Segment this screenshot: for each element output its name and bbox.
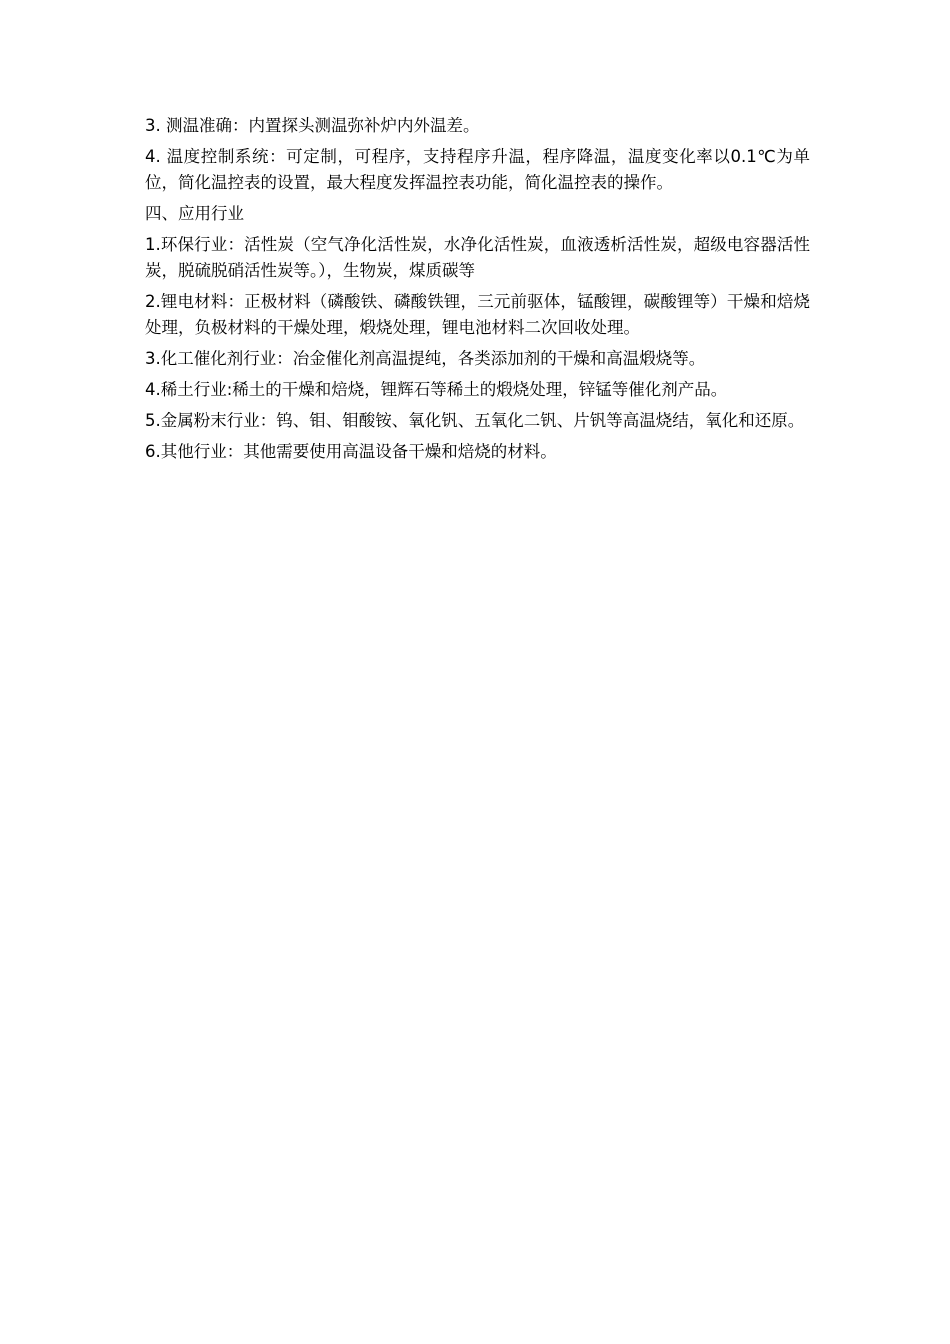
list-item-lithium-battery: 2.锂电材料：正极材料（磷酸铁、磷酸铁锂，三元前驱体，锰酸锂，碳酸锂等）干燥和焙烧处理，负极材料的干燥处理，煅烧处理，锂电池材料二次回收处理。 <box>145 292 810 337</box>
list-item-rare-earth: 4.稀土行业:稀土的干燥和焙烧，锂辉石等稀土的煅烧处理，锌锰等催化剂产品。 <box>145 380 728 399</box>
paragraph-temperature-accuracy: 3. 测温准确：内置探头测温弥补炉内外温差。 <box>145 116 480 135</box>
section-heading-applications: 四、应用行业 <box>145 204 244 223</box>
list-item-other-industries: 6.其他行业：其他需要使用高温设备干燥和焙烧的材料。 <box>145 442 557 461</box>
paragraph-temperature-control-system: 4. 温度控制系统：可定制，可程序，支持程序升温，程序降温，温度变化率以0.1℃为单位，简化温控表的设置，最大程度发挥温控表功能，简化温控表的操作。 <box>145 147 810 192</box>
list-item-environmental: 1.环保行业：活性炭（空气净化活性炭，水净化活性炭，血液透析活性炭，超级电容器活性炭，脱硫脱硝活性炭等。），生物炭，煤质碳等 <box>145 235 810 280</box>
document-body <box>145 113 810 470</box>
list-item-chemical-catalyst: 3.化工催化剂行业：冶金催化剂高温提纯，各类添加剂的干燥和高温煅烧等。 <box>145 349 706 368</box>
list-item-metal-powder: 5.金属粉末行业：钨、钼、钼酸铵、氧化钒、五氧化二钒、片钒等高温烧结，氧化和还原。 <box>145 411 805 430</box>
